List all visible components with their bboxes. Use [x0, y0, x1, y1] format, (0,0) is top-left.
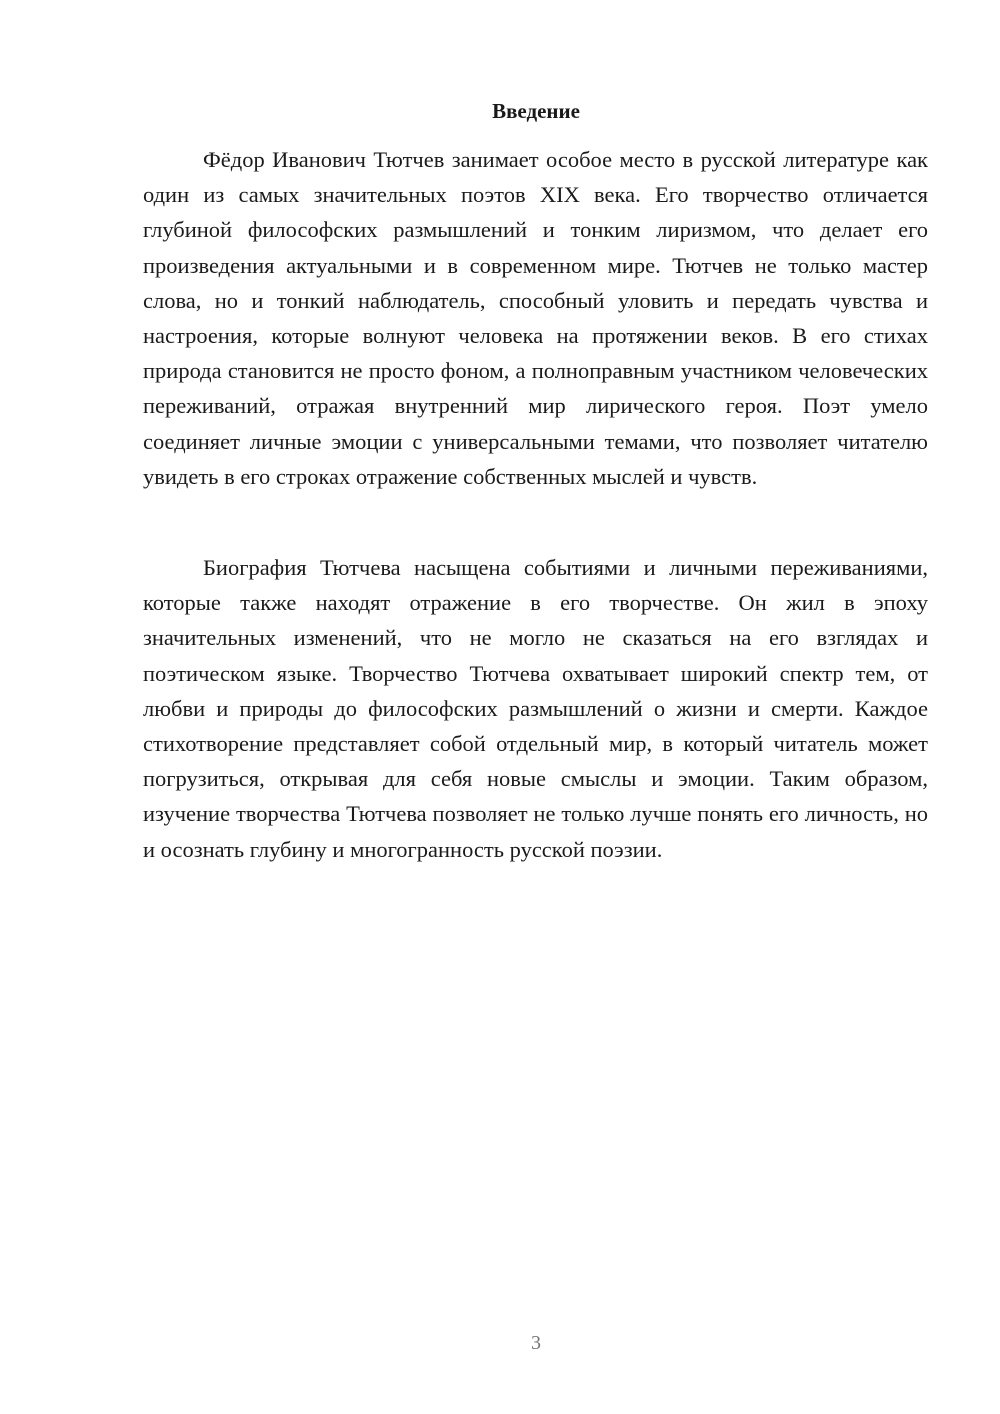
section-heading: Введение — [492, 99, 580, 123]
page-number: 3 — [531, 1332, 541, 1354]
paragraph-2: Биография Тютчева насыщена событиями и личными переживаниями, которые также находят отражение в его творчестве. Он жил в эпоху значительных изменений, что не могло не сказаться на его взглядах и поэтическом языке. Творчество Тютчева охватывает широкий спектр тем, от любви и природы до философских размышлений о жизни и смерти. Каждое стихотворение представляет собой отдельный мир, в который читатель может погрузиться, открывая для себя новые смыслы и эмоции. Таким образом, изучение творчества Тютчева позволяет не только лучше понять его личность, но и осознать глубину и многогранность русской поэзии. — [143, 555, 928, 862]
paragraph-1: Фёдор Иванович Тютчев занимает особое место в русской литературе как один из самых значительных поэтов XIX века. Его творчество отличается глубиной философских размышлений и тонким лиризмом, что делает его произведения актуальными и в современном мире. Тютчев не только мастер слова, но и тонкий наблюдатель, способный уловить и передать чувства и настроения, которые волнуют человека на протяжении веков. В его стихах природа становится не просто фоном, а полноправным участником человеческих переживаний, отражая внутренний мир лирического героя. Поэт умело соединяет личные эмоции с универсальными темами, что позволяет читателю увидеть в его строках отражение собственных мыслей и чувств. — [143, 147, 928, 489]
